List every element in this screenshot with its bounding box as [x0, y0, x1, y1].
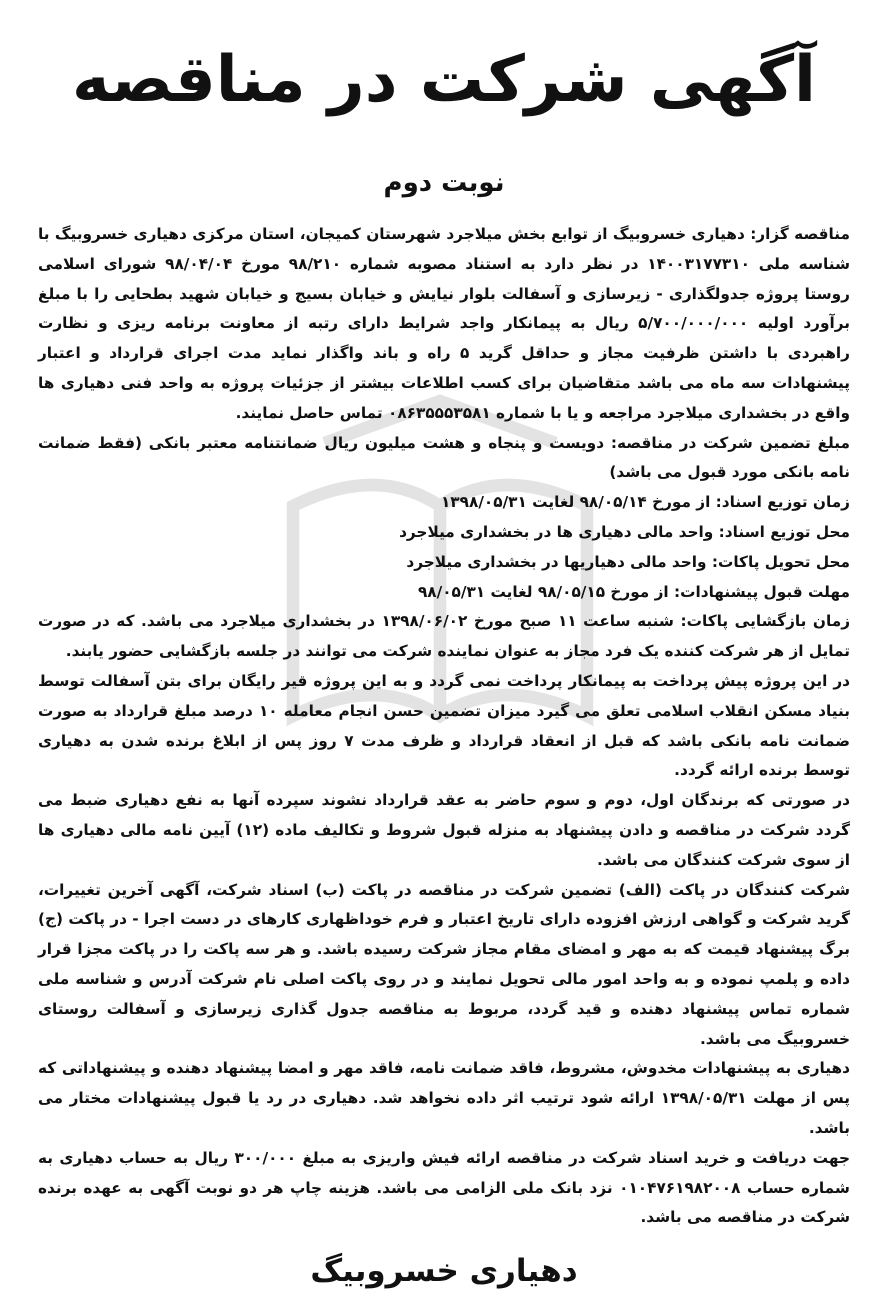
signature: دهیاری خسروبیگ — [310, 1253, 578, 1290]
paragraph-document-distribution-time: زمان توزیع اسناد: از مورخ ۹۸/۰۵/۱۴ لغایت ۱۳۹۸/۰۵/۳۱ — [440, 493, 850, 512]
paragraph-opening-time: زمان بازگشایی پاکات: شنبه ساعت ۱۱ صبح مورخ ۱۳۹۸/۰۶/۰۲ در بخشداری میلاجرد می باشد. که در صورت تمایل از هر شرکت کننده یک فرد مجاز به عنوان نماینده شرکت می توانند در جلسه بازگشایی حضور یابند. — [38, 612, 850, 661]
paragraph-tender-description: مناقصه گزار: دهیاری خسروبیگ از توابع بخش میلاجرد شهرستان کمیجان، استان مرکزی دهیاری خسروبیگ با شناسه ملی ۱۴۰۰۳۱۷۷۳۱۰ در نظر دارد به استناد مصوبه شماره ۹۸/۲۱۰ مورخ ۹۸/۰۴/۰۴ شورای اسلامی روستا پروژه جدولگذاری - زیرسازی و آسفالت بلوار نیایش و خیابان بسیج و خیابان شهید بطحایی را با مبلغ برآورد اولیه ۵/۷۰۰/۰۰۰/۰۰۰ ریال به پیمانکار واجد شرایط دارای رتبه از معاونت برنامه ریزی و نظارت راهبردی با داشتن ظرفیت مجاز و حداقل گرید ۵ راه و باند واگذار نماید مدت اجرای قرارداد و اعتبار پیشنهادات سه ماه می باشد متقاضیان برای کسب اطلاعات بیشتر از جزئیات پروژه به واحد فنی دهیاری ها واقع در بخشداری میلاجرد مراجعه و یا با شماره ۰۸۶۳۵۵۵۳۵۸۱ تماس حاصل نمایند. — [38, 225, 851, 422]
paragraph-payment: جهت دریافت و خرید اسناد شرکت در مناقصه ارائه فیش واریزی به مبلغ ۳۰۰/۰۰۰ ریال به حساب دهیاری به شماره حساب ۰۱۰۴۷۶۱۹۸۲۰۰۸ نزد بانک ملی الزامی می باشد. هزینه چاپ هر دو نوبت آگهی به عهده برنده شرکت در مناقصه می باشد. — [38, 1148, 850, 1227]
notice-title: آگهی شرکت در مناقصه — [72, 43, 816, 117]
paragraph-rejection: دهیاری به پیشنهادات مخدوش، مشروط، فاقد ضمانت نامه، فاقد مهر و امضا پیشنهاد دهنده و پیشنهاداتی که پس از مهلت ۱۳۹۸/۰۵/۳۱ ارائه شود ترتیب اثر داده نخواهد شد. دهیاری در رد یا قبول پیشنهادات مختار می باشد. — [38, 1059, 850, 1137]
paragraph-winners-obligation: در صورتی که برندگان اول، دوم و سوم حاضر به عقد قرارداد نشوند سپرده آنها به نفع دهیاری ضبط می گردد شرکت در مناقصه و دادن پیشنهاد به منزله قبول شروط و تکالیف ماده (۱۲) آیین نامه مالی دهیاری ها از سوی شرکت کنندگان می باشد. — [38, 791, 850, 869]
paragraph-proposal-deadline: مهلت قبول پیشنهادات: از مورخ ۹۸/۰۵/۱۵ لغایت ۹۸/۰۵/۳۱ — [417, 582, 850, 601]
paragraph-envelope-delivery-place: محل تحویل پاکات: واحد مالی دهیاریها در بخشداری میلاجرد — [406, 552, 850, 571]
paragraph-document-distribution-place: محل توزیع اسناد: واحد مالی دهیاری ها در بخشداری میلاجرد — [399, 522, 850, 541]
paragraph-guarantee-amount: مبلغ تضمین شرکت در مناقصه: دویست و پنجاه و هشت میلیون ریال ضمانتنامه معتبر بانکی (فقط ضمانت نامه بانکی مورد قبول می باشد) — [38, 433, 850, 482]
paragraph-prepayment: در این پروژه پیش پرداخت به پیمانکار پرداخت نمی گردد و به این پروژه قیر رایگان برای بتن آسفالت توسط بنیاد مسکن انقلاب اسلامی تعلق می گیرد میزان تضمین حسن انجام معامله ۱۰ درصد مبلغ قرارداد به صورت ضمانت نامه بانکی باشد که قبل از انعقاد قرارداد و ظرف مدت ۷ روز پس از ابلاغ برنده شدن به دهیاری توسط برنده ارائه گردد. — [38, 671, 850, 780]
paragraph-envelopes: شرکت کنندگان در پاکت (الف) تضمین شرکت در مناقصه در پاکت (ب) اسناد شرکت، آگهی آخرین تغییرات، گرید شرکت و گواهی ارزش افزوده دارای تاریخ اعتبار و فرم خوداظهاری کارهای در دست اجرا - در پاکت (ج) برگ پیشنهاد قیمت که به مهر و امضای مقام مجاز شرکت رسیده باشد. و هر سه پاکت را در پاکت مجزا قرار داده و پلمپ نموده و به واحد امور مالی تحویل نمایند و در روی پاکت اصلی نام شرکت آدرس و شناسه ملی شماره تماس پیشنهاد دهنده و قید گردد، مربوط به مناقصه جدول گذاری زیرسازی و آسفالت روستای خسروبیگ می باشد. — [38, 880, 850, 1048]
tender-notice — [38, 28, 850, 1296]
notice-subtitle: نوبت دوم — [383, 168, 505, 198]
